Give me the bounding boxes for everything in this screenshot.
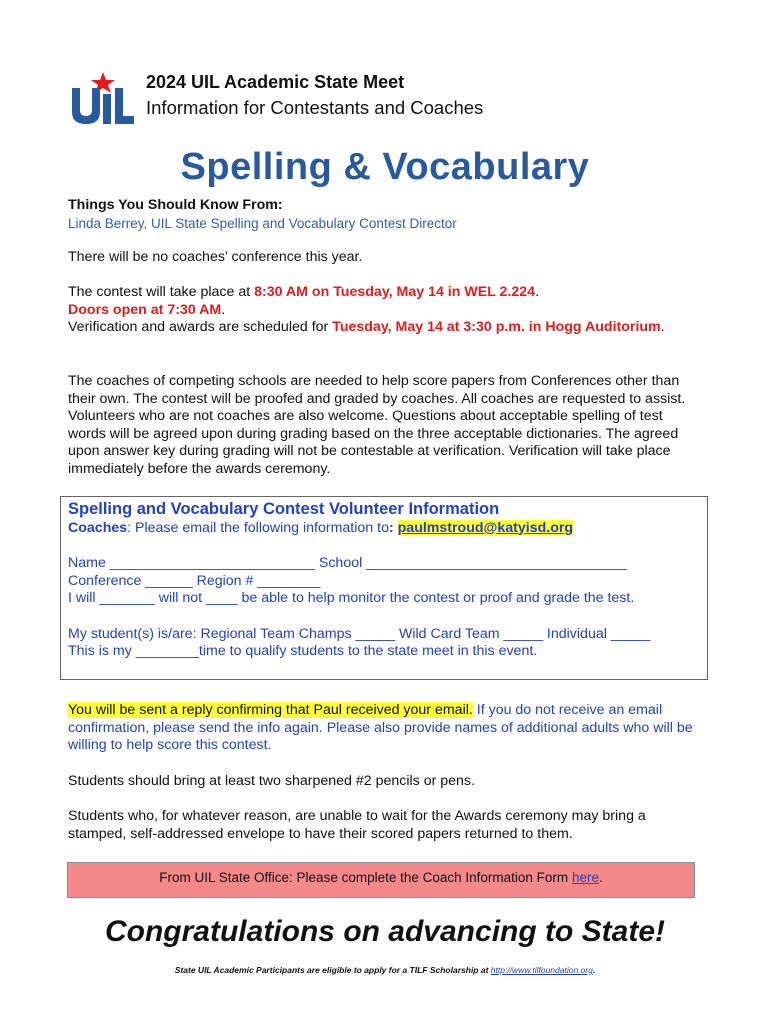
form-line-availability: I will _______ will not ____ be able to help monitor the contest or proof and grade the test.	[68, 590, 635, 606]
contest-time-suffix: .	[535, 284, 540, 300]
intro-heading: Things You Should Know From:	[68, 197, 283, 213]
reply-paragraph	[68, 702, 708, 755]
reply-highlight: You will be sent a reply confirming that Paul received your email.	[68, 702, 473, 718]
office-notice-box	[67, 862, 695, 898]
reply-rest: If you do not receive an email confirmation, please send the info again. Please also provide names of additional adults who will be willing to help score this contest.	[68, 702, 693, 753]
coaches-text: : Please email the following information to	[127, 519, 389, 536]
pencils-text: Students should bring at least two sharpened #2 pencils or pens.	[68, 773, 475, 789]
coaches-paragraph: The coaches of competing schools are needed to help score papers from Conferences other than their own. The contest will be proofed and graded by coaches. All coaches are requested to assist. Volunteers who are not coaches are also welcome. Questions about acceptable spelling of test words will be agreed upon during grading based on the three acceptable dictionaries. The agreed upon answer key during grading will not be contestable at verification. Verification will take place immediately before the awards ceremony.	[68, 373, 686, 477]
congratulations-heading: Congratulations on advancing to State!	[104, 915, 666, 948]
contest-time-value: 8:30 AM on Tuesday, May 14 in WEL 2.224	[254, 284, 536, 300]
office-notice-text: From UIL State Office: Please complete the Coach Information Form	[159, 870, 572, 885]
footer-scholarship	[0, 965, 770, 975]
volunteer-info-box	[60, 496, 708, 680]
form-line-students: My student(s) is/are: Regional Team Champs _____ Wild Card Team _____ Individual _____	[68, 625, 651, 642]
contest-time-line	[68, 284, 708, 302]
email-colon: :	[388, 519, 398, 536]
doors-suffix: .	[221, 301, 226, 318]
verification-prefix: Verification and awards are scheduled for	[68, 319, 333, 335]
header-title: 2024 UIL Academic State Meet	[146, 72, 405, 92]
verification-time-value: Tuesday, May 14 at 3:30 p.m. in Hogg Auditorium	[332, 319, 661, 335]
envelope-text: Students who, for whatever reason, are unable to wait for the Awards ceremony may bring a stamped, self-addressed envelope to have their scored papers returned to them.	[68, 808, 646, 842]
footer-period: .	[592, 965, 596, 975]
doors-open-value: Doors open at 7:30 AM	[68, 301, 222, 318]
form-line-qualify-time: This is my ________time to qualify students to the state meet in this event.	[68, 643, 538, 659]
form-line-name-school: Name __________________________ School _________________________________	[68, 555, 627, 571]
verification-line	[68, 319, 708, 337]
no-conference-text: There will be no coaches’ conference this year.	[68, 249, 363, 265]
coach-email-link[interactable]: paulmstroud@katyisd.org	[397, 519, 574, 536]
contest-time-prefix: The contest will take place at	[68, 284, 255, 300]
header-subtitle: Information for Contestants and Coaches	[146, 97, 484, 118]
uil-logo-icon	[70, 72, 134, 124]
coaches-email-line	[68, 520, 698, 538]
coach-form-link[interactable]: here	[571, 870, 599, 885]
office-period: .	[598, 870, 603, 885]
tilf-link[interactable]: http://www.tilfoundation.org	[490, 965, 593, 975]
coaches-label: Coaches	[68, 519, 128, 536]
doors-line	[68, 302, 708, 320]
schedule-section	[68, 284, 708, 337]
director-line: Linda Berrey, UIL State Spelling and Vocabulary Contest Director	[68, 215, 457, 231]
page-title: Spelling & Vocabulary	[180, 146, 590, 188]
form-line-conference-region: Conference ______ Region # ________	[68, 572, 321, 589]
volunteer-title: Spelling and Vocabulary Contest Volunteer Information	[68, 500, 500, 518]
footer-text: State UIL Academic Participants are eligible to apply for a TILF Scholarship at	[174, 965, 491, 975]
verification-suffix: .	[660, 319, 665, 335]
intro-section	[68, 197, 708, 232]
